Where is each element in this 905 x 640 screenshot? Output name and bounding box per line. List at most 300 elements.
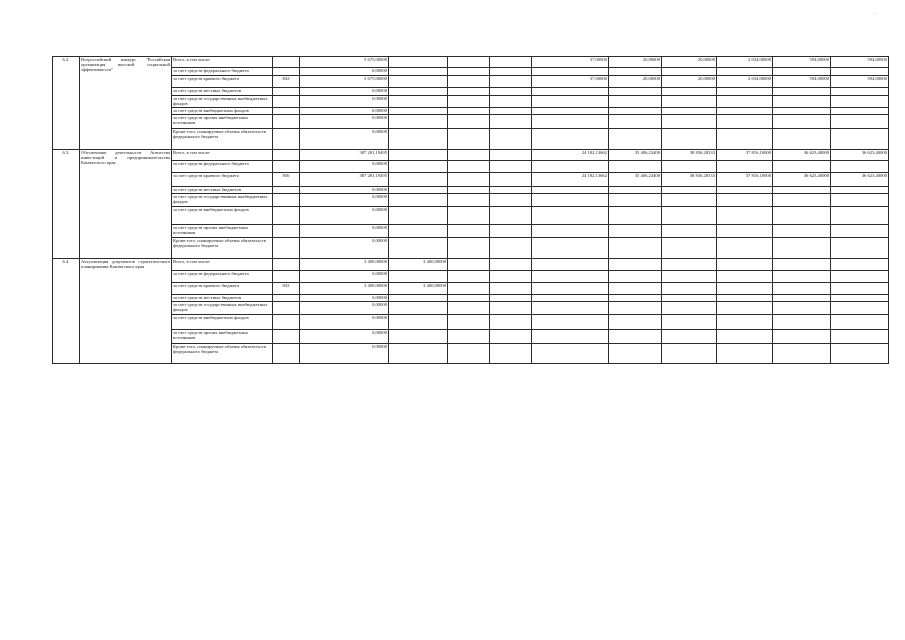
total-amount: 0,00000 (300, 271, 389, 283)
year-amount (448, 150, 490, 161)
year-amount (448, 295, 490, 302)
table-row (53, 295, 889, 302)
year-amount (773, 129, 831, 150)
year-amount (532, 315, 609, 330)
year-amount: 36 623,40000 (831, 150, 889, 161)
year-amount (532, 115, 609, 129)
year-amount (662, 207, 717, 225)
total-amount: 0,00000 (300, 238, 389, 259)
year-amount (490, 302, 532, 315)
year-amount: 36 623,40000 (831, 173, 889, 187)
year-amount (773, 283, 831, 295)
year-amount (662, 161, 717, 173)
year-amount (389, 330, 448, 344)
year-amount (773, 68, 831, 76)
funding-source-label: за счет средств местных бюджетов (172, 295, 273, 302)
year-amount (448, 88, 490, 96)
table-row (53, 108, 889, 115)
funding-source-label: за счет средств федерального бюджета (172, 161, 273, 173)
year-amount (662, 295, 717, 302)
total-amount: 0,00000 (300, 187, 389, 194)
year-amount (448, 271, 490, 283)
year-amount (490, 57, 532, 68)
year-amount (532, 302, 609, 315)
total-amount: 0,00000 (300, 295, 389, 302)
table-row (53, 330, 889, 344)
year-amount (609, 344, 662, 364)
budget-code (273, 161, 300, 173)
budget-code (273, 88, 300, 96)
budget-code (273, 150, 300, 161)
total-amount: 0,00000 (300, 194, 389, 207)
section-number: 6.3. (53, 150, 80, 259)
year-amount (389, 271, 448, 283)
year-amount (717, 283, 773, 295)
funding-source-label: Кроме того, планируемые объемы обязательств федерального бюджета (172, 344, 273, 364)
year-amount (389, 96, 448, 108)
year-amount (490, 173, 532, 187)
year-amount: 20,00000 (662, 57, 717, 68)
total-amount: 3 400,00000 (300, 259, 389, 271)
table-body (53, 57, 889, 364)
year-amount (717, 207, 773, 225)
funding-source-label: Кроме того, планируемые объемы обязательств федерального бюджета (172, 129, 273, 150)
budget-code (273, 129, 300, 150)
year-amount (717, 129, 773, 150)
year-amount: 20,00000 (662, 76, 717, 88)
year-amount: 594,00000 (773, 76, 831, 88)
funding-source-label: за счет средств местных бюджетов (172, 88, 273, 96)
year-amount (490, 88, 532, 96)
year-amount (717, 302, 773, 315)
year-amount (532, 295, 609, 302)
year-amount: 37 816,10000 (717, 150, 773, 161)
year-amount (662, 238, 717, 259)
year-amount (831, 225, 889, 238)
year-amount (389, 344, 448, 364)
year-amount (389, 207, 448, 225)
year-amount (448, 68, 490, 76)
year-amount (831, 108, 889, 115)
year-amount (532, 344, 609, 364)
budget-code: 843 (273, 283, 300, 295)
budget-code (273, 302, 300, 315)
year-amount: 37 816,10000 (717, 173, 773, 187)
year-amount (532, 96, 609, 108)
table-row (53, 259, 889, 271)
year-amount: 20,00000 (609, 57, 662, 68)
table-row (53, 207, 889, 225)
year-amount (609, 187, 662, 194)
year-amount (490, 238, 532, 259)
year-amount (389, 150, 448, 161)
year-amount (717, 194, 773, 207)
table-row (53, 76, 889, 88)
funding-source-label: за счет средств государственных внебюджетных фондов (172, 302, 273, 315)
table-row (53, 315, 889, 330)
year-amount (609, 302, 662, 315)
year-amount (831, 129, 889, 150)
year-amount (609, 259, 662, 271)
year-amount (662, 283, 717, 295)
year-amount (532, 238, 609, 259)
year-amount (448, 283, 490, 295)
funding-source-label: за счет средств федерального бюджета (172, 68, 273, 76)
year-amount (532, 68, 609, 76)
funding-source-label: за счет средств прочих внебюджетных источников (172, 225, 273, 238)
budget-code (273, 295, 300, 302)
year-amount: 35 406,23400 (609, 173, 662, 187)
funding-source-label: Всего, в том числе: (172, 57, 273, 68)
year-amount (831, 295, 889, 302)
year-amount (717, 238, 773, 259)
year-amount (831, 207, 889, 225)
year-amount (448, 315, 490, 330)
funding-source-label: за счет средств краевого бюджета (172, 283, 273, 295)
year-amount (609, 225, 662, 238)
budget-code (273, 96, 300, 108)
year-amount (389, 57, 448, 68)
year-amount (532, 330, 609, 344)
year-amount (717, 344, 773, 364)
year-amount (717, 315, 773, 330)
year-amount (490, 108, 532, 115)
budget-code: 843 (273, 76, 300, 88)
total-amount: 0,00000 (300, 161, 389, 173)
year-amount (389, 68, 448, 76)
year-amount: 2 034,00000 (717, 57, 773, 68)
table-row (53, 344, 889, 364)
year-amount (532, 194, 609, 207)
year-amount (831, 315, 889, 330)
year-amount (389, 238, 448, 259)
year-amount (490, 187, 532, 194)
year-amount (662, 302, 717, 315)
year-amount: 38 836,28333 (662, 150, 717, 161)
year-amount (773, 88, 831, 96)
year-amount (490, 259, 532, 271)
year-amount (490, 330, 532, 344)
table-row (53, 88, 889, 96)
year-amount (831, 330, 889, 344)
table-row (53, 161, 889, 173)
total-amount: 0,00000 (300, 88, 389, 96)
year-amount (448, 57, 490, 68)
year-amount (662, 108, 717, 115)
total-amount: 3 400,00000 (300, 283, 389, 295)
table-row (53, 271, 889, 283)
year-amount (609, 129, 662, 150)
year-amount (448, 330, 490, 344)
year-amount: 594,00000 (773, 57, 831, 68)
total-amount: 0,00000 (300, 330, 389, 344)
table-row (53, 57, 889, 68)
year-amount (448, 76, 490, 88)
year-amount (773, 108, 831, 115)
total-amount: 0,00000 (300, 315, 389, 330)
year-amount: 594,00000 (831, 76, 889, 88)
year-amount (831, 96, 889, 108)
year-amount (609, 108, 662, 115)
year-amount (490, 76, 532, 88)
year-amount: 37,00000 (532, 57, 609, 68)
budget-code (273, 238, 300, 259)
year-amount (532, 88, 609, 96)
year-amount (662, 194, 717, 207)
year-amount (448, 173, 490, 187)
budget-code (273, 207, 300, 225)
year-amount (609, 96, 662, 108)
year-amount (448, 259, 490, 271)
corner-mark: · (874, 12, 876, 17)
year-amount: 3 400,00000 (389, 283, 448, 295)
year-amount (448, 129, 490, 150)
table-row (53, 225, 889, 238)
table-row (53, 68, 889, 76)
year-amount (831, 238, 889, 259)
year-amount (831, 88, 889, 96)
budget-code (273, 271, 300, 283)
table-row (53, 115, 889, 129)
year-amount (389, 315, 448, 330)
table-row (53, 194, 889, 207)
section-number: 6.4. (53, 259, 80, 364)
table-row (53, 129, 889, 150)
year-amount (773, 194, 831, 207)
funding-source-label: за счет средств прочих внебюджетных источников (172, 330, 273, 344)
year-amount (532, 108, 609, 115)
year-amount (717, 68, 773, 76)
year-amount (448, 96, 490, 108)
year-amount (831, 344, 889, 364)
year-amount (532, 283, 609, 295)
total-amount: 0,00000 (300, 108, 389, 115)
funding-source-label: Всего, в том числе: (172, 150, 273, 161)
year-amount (662, 96, 717, 108)
section-title: Актуализация документов стратегического планирования Камчатского края (80, 259, 172, 364)
year-amount: 24 182,13662 (532, 173, 609, 187)
funding-source-label: за счет средств государственных внебюджетных фондов (172, 96, 273, 108)
year-amount (662, 259, 717, 271)
year-amount (389, 187, 448, 194)
funding-source-label: за счет средств внебюджетных фондов (172, 315, 273, 330)
budget-code (273, 187, 300, 194)
year-amount (448, 344, 490, 364)
total-amount: 5 675,00000 (300, 57, 389, 68)
year-amount (448, 225, 490, 238)
budget-code (273, 344, 300, 364)
year-amount (490, 96, 532, 108)
year-amount (773, 344, 831, 364)
year-amount (831, 194, 889, 207)
year-amount (490, 271, 532, 283)
year-amount (490, 315, 532, 330)
year-amount (609, 207, 662, 225)
year-amount: 20,00000 (609, 76, 662, 88)
total-amount: 0,00000 (300, 68, 389, 76)
year-amount (773, 96, 831, 108)
year-amount (717, 330, 773, 344)
year-amount (831, 161, 889, 173)
section-title: Всероссийский конкурс "Российская организация высокой социальной эффективности" (80, 57, 172, 150)
year-amount (490, 68, 532, 76)
year-amount: 3 400,00000 (389, 259, 448, 271)
year-amount (773, 225, 831, 238)
year-amount: 37,00000 (532, 76, 609, 88)
year-amount: 2 034,00000 (717, 76, 773, 88)
year-amount (662, 344, 717, 364)
year-amount (773, 115, 831, 129)
year-amount (532, 129, 609, 150)
funding-source-label: за счет средств местных бюджетов (172, 187, 273, 194)
year-amount (448, 161, 490, 173)
year-amount (662, 68, 717, 76)
year-amount (609, 161, 662, 173)
year-amount (490, 129, 532, 150)
year-amount (717, 96, 773, 108)
year-amount (609, 271, 662, 283)
funding-source-label: за счет средств краевого бюджета (172, 76, 273, 88)
year-amount (532, 187, 609, 194)
year-amount (532, 225, 609, 238)
year-amount (389, 161, 448, 173)
year-amount (389, 115, 448, 129)
year-amount (490, 225, 532, 238)
year-amount (773, 302, 831, 315)
year-amount (609, 115, 662, 129)
year-amount (448, 194, 490, 207)
budget-code: 856 (273, 173, 300, 187)
year-amount (389, 295, 448, 302)
year-amount (773, 315, 831, 330)
year-amount (490, 207, 532, 225)
year-amount (831, 115, 889, 129)
budget-table (52, 56, 889, 364)
year-amount (389, 225, 448, 238)
year-amount: 38 836,28333 (662, 173, 717, 187)
funding-source-label: за счет средств краевого бюджета (172, 173, 273, 187)
funding-source-label: за счет средств внебюджетных фондов (172, 108, 273, 115)
year-amount (448, 108, 490, 115)
year-amount (448, 302, 490, 315)
budget-code (273, 57, 300, 68)
total-amount: 387 281,19495 (300, 173, 389, 187)
budget-code (273, 194, 300, 207)
table-row (53, 187, 889, 194)
year-amount (717, 161, 773, 173)
year-amount (831, 259, 889, 271)
total-amount: 0,00000 (300, 225, 389, 238)
total-amount: 0,00000 (300, 115, 389, 129)
budget-code (273, 68, 300, 76)
year-amount (773, 295, 831, 302)
table-row (53, 173, 889, 187)
table-row (53, 283, 889, 295)
funding-source-label: за счет средств государственных внебюджетных фондов (172, 194, 273, 207)
budget-code (273, 259, 300, 271)
year-amount: 36 623,40000 (773, 173, 831, 187)
year-amount (831, 68, 889, 76)
year-amount (773, 271, 831, 283)
year-amount (717, 187, 773, 194)
year-amount (532, 271, 609, 283)
year-amount (609, 330, 662, 344)
year-amount: 24 182,13662 (532, 150, 609, 161)
year-amount: 36 623,40000 (773, 150, 831, 161)
year-amount (831, 283, 889, 295)
table-row (53, 150, 889, 161)
table-row (53, 302, 889, 315)
year-amount (773, 207, 831, 225)
year-amount (389, 173, 448, 187)
year-amount (831, 187, 889, 194)
year-amount (490, 295, 532, 302)
year-amount (389, 302, 448, 315)
year-amount (662, 271, 717, 283)
year-amount (532, 161, 609, 173)
budget-code (273, 115, 300, 129)
year-amount (609, 194, 662, 207)
year-amount (490, 283, 532, 295)
total-amount: 5 675,00000 (300, 76, 389, 88)
year-amount (609, 238, 662, 259)
year-amount (773, 259, 831, 271)
year-amount (448, 238, 490, 259)
year-amount (773, 238, 831, 259)
table-row (53, 96, 889, 108)
year-amount (448, 207, 490, 225)
year-amount (773, 161, 831, 173)
year-amount (490, 150, 532, 161)
year-amount (389, 108, 448, 115)
table-row (53, 238, 889, 259)
total-amount: 0,00000 (300, 96, 389, 108)
year-amount (773, 187, 831, 194)
budget-code (273, 225, 300, 238)
year-amount (490, 194, 532, 207)
funding-source-label: за счет средств федерального бюджета (172, 271, 273, 283)
year-amount (609, 68, 662, 76)
year-amount (831, 271, 889, 283)
year-amount (717, 259, 773, 271)
year-amount (448, 115, 490, 129)
year-amount (717, 295, 773, 302)
year-amount: 594,00000 (831, 57, 889, 68)
section-title: Обеспечение деятельности Агентства инвестиций и предпринимательства Камчатского края (80, 150, 172, 259)
year-amount (609, 283, 662, 295)
year-amount (717, 88, 773, 96)
year-amount (662, 225, 717, 238)
year-amount (389, 88, 448, 96)
year-amount (717, 108, 773, 115)
year-amount (490, 115, 532, 129)
year-amount (490, 344, 532, 364)
year-amount (609, 315, 662, 330)
year-amount (609, 295, 662, 302)
budget-code (273, 315, 300, 330)
year-amount (389, 194, 448, 207)
total-amount: 0,00000 (300, 302, 389, 315)
year-amount (662, 88, 717, 96)
budget-code (273, 330, 300, 344)
total-amount: 0,00000 (300, 207, 389, 225)
funding-source-label: Всего, в том числе: (172, 259, 273, 271)
total-amount: 0,00000 (300, 344, 389, 364)
funding-source-label: за счет средств внебюджетных фондов (172, 207, 273, 225)
total-amount: 0,00000 (300, 129, 389, 150)
total-amount: 387 281,19495 (300, 150, 389, 161)
year-amount: 35 406,23400 (609, 150, 662, 161)
